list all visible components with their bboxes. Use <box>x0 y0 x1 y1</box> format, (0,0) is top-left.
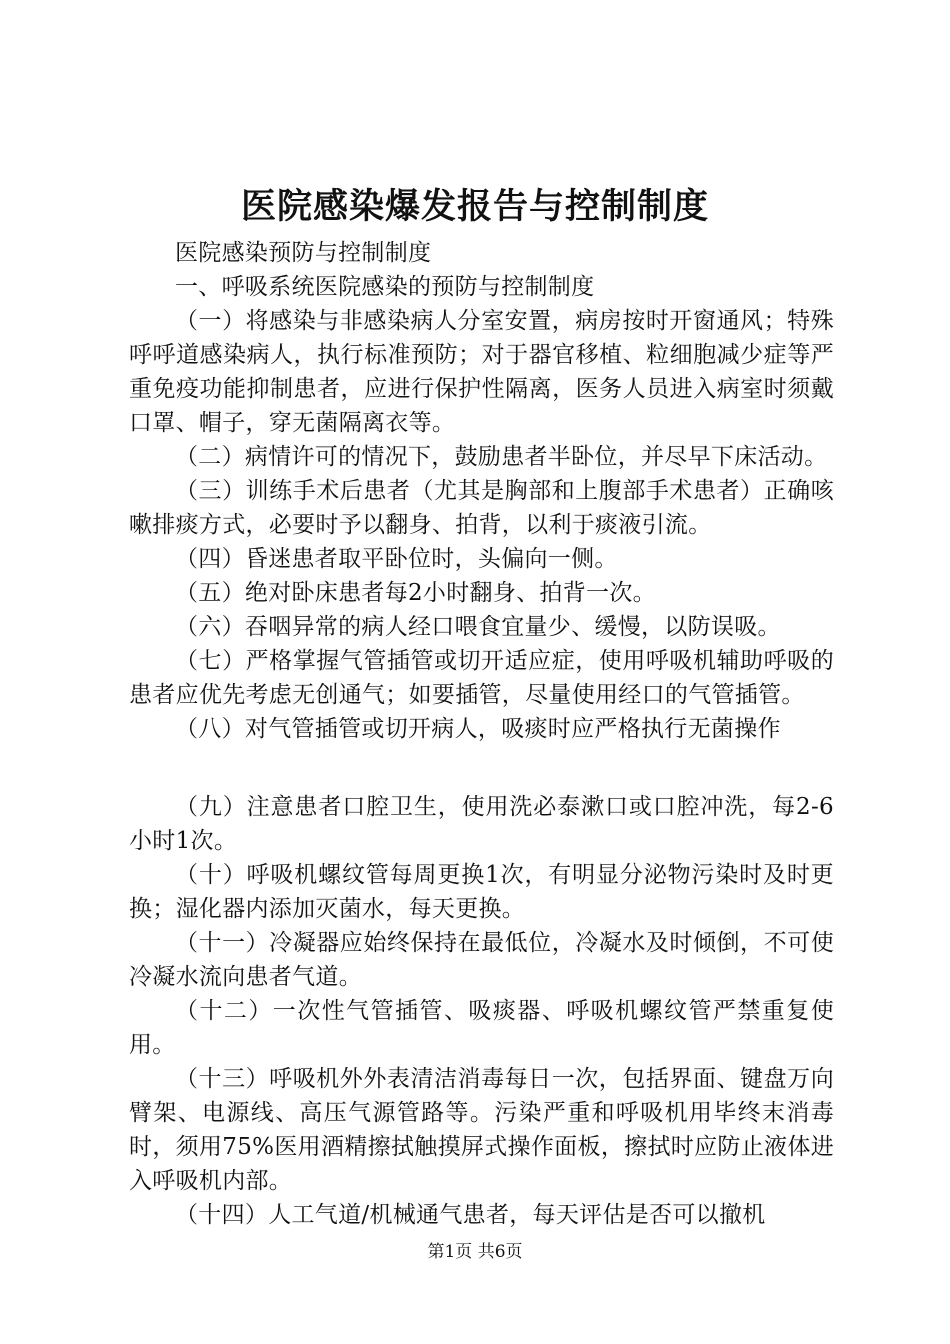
paragraph-7: （七）严格掌握气管插管或切开适应症，使用呼吸机辅助呼吸的患者应优先考虑无创通气；如要插管，尽量使用经口的气管插管。 <box>129 648 834 708</box>
paragraph-14: （十四）人工气道/机械通气患者，每天评估是否可以撤机 <box>175 1202 766 1228</box>
paragraph-gap <box>129 746 834 790</box>
document-body <box>129 236 834 1232</box>
paragraph-5: （五）绝对卧床患者每2小时翻身、拍背一次。 <box>175 580 656 606</box>
paragraph-6: （六）吞咽异常的病人经口喂食宜量少、缓慢，以防误吸。 <box>175 614 781 640</box>
paragraph-1: （一）将感染与非感染病人分室安置，病房按时开窗通风；特殊呼呼道感染病人，执行标准预防；对于器官移植、粒细胞减少症等严重免疫功能抑制患者，应进行保护性隔离，医务人员进入病室时须戴口罩、帽子，穿无菌隔离衣等。 <box>129 308 834 436</box>
page-footer: 第1页 共6页 <box>427 1242 523 1262</box>
section-title: 医院感染预防与控制制度 <box>175 240 432 266</box>
paragraph-4: （四）昏迷患者取平卧位时，头偏向一侧。 <box>175 546 618 572</box>
document-title: 医院感染爆发报告与控制制度 <box>240 186 709 227</box>
paragraph-12: （十二）一次性气管插管、吸痰器、呼吸机螺纹管严禁重复使用。 <box>129 998 834 1058</box>
paragraph-3: （三）训练手术后患者（尤其是胸部和上腹部手术患者）正确咳嗽排痰方式，必要时予以翻身、拍背，以利于痰液引流。 <box>129 478 834 538</box>
subsection-heading: 一、呼吸系统医院感染的预防与控制制度 <box>175 274 595 300</box>
paragraph-9: （九）注意患者口腔卫生，使用洗必泰漱口或口腔冲洗，每2-6小时1次。 <box>129 794 834 854</box>
paragraph-10: （十）呼吸机螺纹管每周更换1次，有明显分泌物污染时及时更换；湿化器内添加灭菌水，每天更换。 <box>129 862 834 922</box>
paragraph-13: （十三）呼吸机外外表清洁消毒每日一次，包括界面、键盘万向臂架、电源线、高压气源管路等。污染严重和呼吸机用毕终末消毒时，须用75%医用酒精擦拭触摸屏式操作面板，擦拭时应防止液体进入呼吸机内部。 <box>129 1066 834 1194</box>
paragraph-2: （二）病情许可的情况下，鼓励患者半卧位，并尽早下床活动。 <box>175 444 828 470</box>
paragraph-8: （八）对气管插管或切开病人，吸痰时应严格执行无菌操作 <box>175 716 781 742</box>
paragraph-11: （十一）冷凝器应始终保持在最低位，冷凝水及时倾倒，不可使冷凝水流向患者气道。 <box>129 930 834 990</box>
